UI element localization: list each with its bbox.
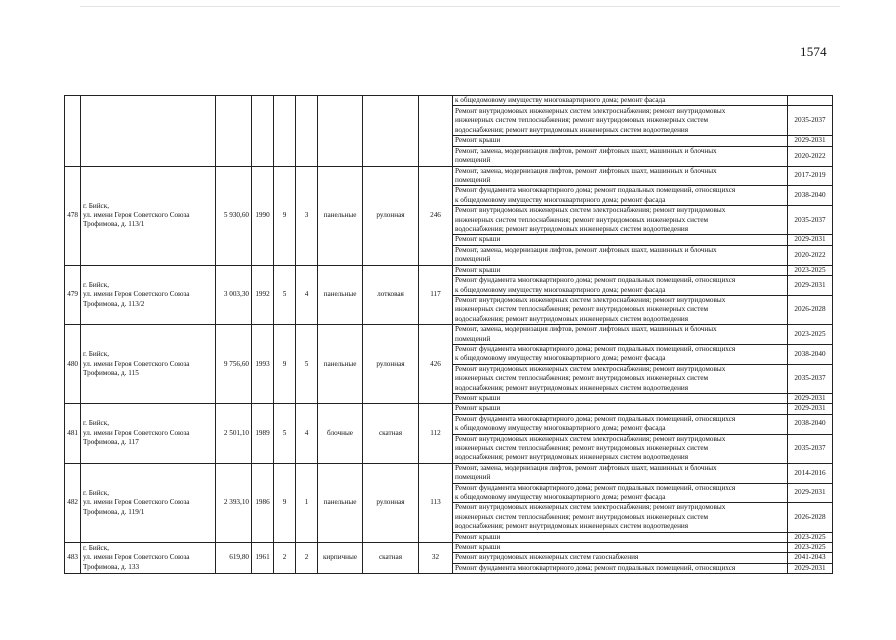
total-area-cell: 3 003,30 (216, 265, 252, 324)
work-period-cell: 2029-2031 (788, 136, 833, 146)
address-line: г. Бийск, (83, 201, 110, 210)
address-line: Трофимова, д. 115 (83, 368, 139, 377)
work-period-cell: 2029-2031 (788, 276, 833, 296)
work-line: инженерных систем теплоснабжения; ремонт внутридомовых инженерных систем (455, 215, 709, 224)
work-period-cell: 2017-2019 (788, 166, 833, 186)
work-type-cell (453, 404, 788, 414)
work-line: Ремонт внутридомовых инженерных систем газоснабжения (455, 553, 639, 562)
roof-type-cell: рулонная (363, 325, 419, 404)
work-line: помещений (455, 156, 491, 165)
table-row (65, 265, 833, 275)
work-period-cell: 2023-2025 (788, 325, 833, 345)
work-line: Ремонт, замена, модернизация лифтов, ремонт лифтовых шахт, машинных и блочных (455, 245, 717, 254)
house-number-cell: 482 (65, 463, 81, 542)
floors-cell: 2 (274, 543, 296, 574)
work-line: Ремонт внутридомовых инженерных систем электроснабжения; ремонт внутридомовых (455, 503, 726, 512)
work-line: Ремонт, замена, модернизация лифтов, ремонт лифтовых шахт, машинных и блочных (455, 146, 717, 155)
floors-cell: 9 (274, 166, 296, 265)
apartments-cell: 112 (419, 404, 453, 463)
address-line: Трофимова, д. 119/1 (83, 507, 145, 516)
work-period-cell: 2023-2025 (788, 265, 833, 275)
work-line: Ремонт внутридомовых инженерных систем электроснабжения; ремонт внутридомовых (455, 434, 726, 443)
house-address-cell (81, 265, 216, 324)
work-line: Ремонт, замена, модернизация лифтов, ремонт лифтовых шахт, машинных и блочных (455, 325, 717, 334)
work-line: Ремонт внутридомовых инженерных систем электроснабжения; ремонт внутридомовых (455, 295, 726, 304)
address-line: г. Бийск, (83, 488, 110, 497)
entrances-cell (296, 96, 318, 167)
work-period-cell: 2029-2031 (788, 235, 833, 245)
apartments-cell: 426 (419, 325, 453, 404)
address-line: г. Бийск, (83, 544, 110, 553)
work-line: к общедомовому имуществу многоквартирного дома; ремонт фасада (455, 354, 666, 363)
work-type-cell (453, 265, 788, 275)
total-area-cell: 9 756,60 (216, 325, 252, 404)
work-period-cell: 2038-2040 (788, 186, 833, 206)
table-row (65, 96, 833, 106)
entrances-cell: 3 (296, 166, 318, 265)
work-line: инженерных систем теплоснабжения; ремонт внутридомовых инженерных систем (455, 512, 709, 521)
house-address-cell (81, 166, 216, 265)
work-period-cell: 2035-2037 (788, 434, 833, 463)
work-line: водоснабжения; ремонт внутридомовых инженерных систем водоотведения (455, 225, 689, 234)
page-number: 1574 (800, 44, 827, 59)
work-line: Ремонт крыши (455, 543, 501, 552)
wall-material-cell: панельные (318, 463, 363, 542)
work-line: Ремонт внутридомовых инженерных систем электроснабжения; ремонт внутридомовых (455, 364, 726, 373)
house-address-cell (81, 463, 216, 542)
entrances-cell: 5 (296, 325, 318, 404)
work-line: к общедомовому имуществу многоквартирного дома; ремонт фасада (455, 424, 666, 433)
entrances-cell: 1 (296, 463, 318, 542)
work-line: помещений (455, 334, 491, 343)
table-row (65, 166, 833, 186)
work-line: помещений (455, 255, 491, 264)
apartments-cell: 117 (419, 265, 453, 324)
address-line: ул. имени Героя Советского Союза (83, 553, 190, 562)
work-period-cell: 2020-2022 (788, 146, 833, 166)
work-line: помещений (455, 176, 491, 185)
address-line: г. Бийск, (83, 350, 110, 359)
work-line: Ремонт, замена, модернизация лифтов, ремонт лифтовых шахт, машинных и блочных (455, 166, 717, 175)
work-type-cell (453, 553, 788, 563)
work-type-cell (453, 295, 788, 324)
work-line: Ремонт внутридомовых инженерных систем электроснабжения; ремонт внутридомовых (455, 106, 726, 115)
floors-cell: 9 (274, 325, 296, 404)
work-line: Ремонт крыши (455, 265, 501, 274)
work-period-cell: 2029-2031 (788, 393, 833, 403)
total-area-cell: 5 930,60 (216, 166, 252, 265)
work-type-cell (453, 206, 788, 235)
work-line: Ремонт фундамента многоквартирного дома; ремонт подвальных помещений, относящихся (455, 186, 736, 195)
work-line: водоснабжения; ремонт внутридомовых инженерных систем водоотведения (455, 314, 689, 323)
work-line: Ремонт фундамента многоквартирного дома; ремонт подвальных помещений, относящихся (455, 344, 736, 353)
address-line: ул. имени Героя Советского Союза (83, 359, 190, 368)
work-period-cell: 2035-2037 (788, 106, 833, 136)
work-type-cell (453, 136, 788, 146)
total-area-cell: 619,80 (216, 543, 252, 574)
scan-edge-line (80, 6, 840, 7)
work-period-cell: 2026-2028 (788, 295, 833, 324)
house-number-cell: 483 (65, 543, 81, 574)
table-row (65, 463, 833, 483)
build-year-cell: 1989 (252, 404, 274, 463)
work-line: к общедомовому имуществу многоквартирного дома; ремонт фасада (455, 195, 666, 204)
work-line: Ремонт фундамента многоквартирного дома; ремонт подвальных помещений, относящихся (455, 563, 736, 572)
work-type-cell (453, 166, 788, 186)
work-type-cell (453, 344, 788, 364)
work-line: Ремонт фундамента многоквартирного дома; ремонт подвальных помещений, относящихся (455, 276, 736, 285)
work-period-cell: 2038-2040 (788, 344, 833, 364)
work-type-cell (453, 325, 788, 345)
floors-cell: 5 (274, 265, 296, 324)
address-line: Трофимова, д. 133 (83, 562, 140, 571)
work-line: помещений (455, 473, 491, 482)
address-line: ул. имени Героя Советского Союза (83, 428, 190, 437)
house-address-cell (81, 543, 216, 574)
work-line: Ремонт фундамента многоквартирного дома; ремонт подвальных помещений, относящихся (455, 483, 736, 492)
build-year-cell: 1992 (252, 265, 274, 324)
address-line: Трофимова, д. 117 (83, 438, 139, 447)
build-year-cell: 1986 (252, 463, 274, 542)
total-area-cell: 2 501,10 (216, 404, 252, 463)
work-line: Ремонт крыши (455, 235, 501, 244)
work-type-cell (453, 276, 788, 296)
address-line: Трофимова, д. 113/1 (83, 220, 145, 229)
work-period-cell: 2035-2037 (788, 364, 833, 393)
work-type-cell (453, 245, 788, 265)
work-type-cell (453, 503, 788, 532)
roof-type-cell: скатная (363, 543, 419, 574)
apartments-cell (419, 96, 453, 167)
work-period-cell: 2029-2031 (788, 404, 833, 414)
work-type-cell (453, 532, 788, 542)
apartments-cell: 246 (419, 166, 453, 265)
house-number-cell: 478 (65, 166, 81, 265)
work-type-cell (453, 414, 788, 434)
build-year-cell: 1993 (252, 325, 274, 404)
house-number-cell: 480 (65, 325, 81, 404)
work-type-cell (453, 563, 788, 573)
wall-material-cell: панельные (318, 265, 363, 324)
work-period-cell: 2014-2016 (788, 463, 833, 483)
work-type-cell (453, 483, 788, 503)
work-period-cell: 2026-2028 (788, 503, 833, 532)
work-type-cell (453, 186, 788, 206)
roof-type-cell (363, 96, 419, 167)
floors-cell (274, 96, 296, 167)
house-number-cell (65, 96, 81, 167)
wall-material-cell: панельные (318, 166, 363, 265)
work-line: водоснабжения; ремонт внутридомовых инженерных систем водоотведения (455, 453, 689, 462)
work-line: к общедомовому имуществу многоквартирного дома; ремонт фасада (455, 96, 666, 104)
floors-cell: 5 (274, 404, 296, 463)
work-period-cell (788, 96, 833, 106)
housing-registry-table (64, 95, 833, 574)
work-line: инженерных систем теплоснабжения; ремонт внутридомовых инженерных систем (455, 444, 709, 452)
address-line: ул. имени Героя Советского Союза (83, 498, 190, 507)
build-year-cell (252, 96, 274, 167)
address-line: ул. имени Героя Советского Союза (83, 290, 190, 299)
table-row (65, 325, 833, 345)
work-line: Ремонт крыши (455, 136, 501, 145)
address-line: Трофимова, д. 113/2 (83, 299, 145, 308)
wall-material-cell: кирпичные (318, 543, 363, 574)
wall-material-cell: панельные (318, 325, 363, 404)
house-address-cell (81, 96, 216, 167)
house-address-cell (81, 404, 216, 463)
work-period-cell: 2023-2025 (788, 543, 833, 553)
work-type-cell (453, 393, 788, 403)
work-line: Ремонт фундамента многоквартирного дома; ремонт подвальных помещений, относящихся (455, 414, 736, 423)
entrances-cell: 4 (296, 265, 318, 324)
work-line: водоснабжения; ремонт внутридомовых инженерных систем водоотведения (455, 383, 689, 392)
build-year-cell: 1961 (252, 543, 274, 574)
work-period-cell: 2038-2040 (788, 414, 833, 434)
work-line: инженерных систем теплоснабжения; ремонт внутридомовых инженерных систем (455, 116, 709, 125)
total-area-cell: 2 393,10 (216, 463, 252, 542)
work-period-cell: 2020-2022 (788, 245, 833, 265)
work-type-cell (453, 235, 788, 245)
work-line: Ремонт, замена, модернизация лифтов, ремонт лифтовых шахт, машинных и блочных (455, 463, 717, 472)
table-row (65, 404, 833, 414)
work-type-cell (453, 96, 788, 106)
work-line: водоснабжения; ремонт внутридомовых инженерных систем водоотведения (455, 125, 689, 134)
work-period-cell: 2029-2031 (788, 483, 833, 503)
house-number-cell: 479 (65, 265, 81, 324)
work-type-cell (453, 146, 788, 166)
apartments-cell: 32 (419, 543, 453, 574)
work-line: Ремонт крыши (455, 532, 501, 541)
work-type-cell (453, 463, 788, 483)
wall-material-cell (318, 96, 363, 167)
roof-type-cell: скатная (363, 404, 419, 463)
roof-type-cell: рулонная (363, 463, 419, 542)
wall-material-cell: блочные (318, 404, 363, 463)
work-line: Ремонт крыши (455, 393, 501, 402)
work-period-cell: 2029-2031 (788, 563, 833, 573)
work-period-cell: 2041-2043 (788, 553, 833, 563)
work-line: Ремонт крыши (455, 404, 501, 413)
work-line: инженерных систем теплоснабжения; ремонт внутридомовых инженерных систем (455, 305, 709, 314)
work-line: к общедомовому имуществу многоквартирного дома; ремонт фасада (455, 493, 666, 502)
work-line: Ремонт внутридомовых инженерных систем электроснабжения; ремонт внутридомовых (455, 206, 726, 215)
work-type-cell (453, 364, 788, 393)
work-line: водоснабжения; ремонт внутридомовых инженерных систем водоотведения (455, 522, 689, 531)
build-year-cell: 1990 (252, 166, 274, 265)
roof-type-cell: лотковая (363, 265, 419, 324)
table-row (65, 543, 833, 553)
address-line: г. Бийск, (83, 419, 110, 428)
work-period-cell: 2023-2025 (788, 532, 833, 542)
floors-cell: 9 (274, 463, 296, 542)
address-line: ул. имени Героя Советского Союза (83, 210, 190, 219)
work-type-cell (453, 434, 788, 463)
roof-type-cell: рулонная (363, 166, 419, 265)
work-line: к общедомовому имуществу многоквартирного дома; ремонт фасада (455, 285, 666, 294)
house-number-cell: 481 (65, 404, 81, 463)
total-area-cell (216, 96, 252, 167)
work-type-cell (453, 106, 788, 136)
entrances-cell: 2 (296, 543, 318, 574)
house-address-cell (81, 325, 216, 404)
work-period-cell: 2035-2037 (788, 206, 833, 235)
apartments-cell: 113 (419, 463, 453, 542)
work-line: инженерных систем теплоснабжения; ремонт внутридомовых инженерных систем (455, 374, 709, 383)
work-type-cell (453, 543, 788, 553)
address-line: г. Бийск, (83, 280, 110, 289)
entrances-cell: 4 (296, 404, 318, 463)
